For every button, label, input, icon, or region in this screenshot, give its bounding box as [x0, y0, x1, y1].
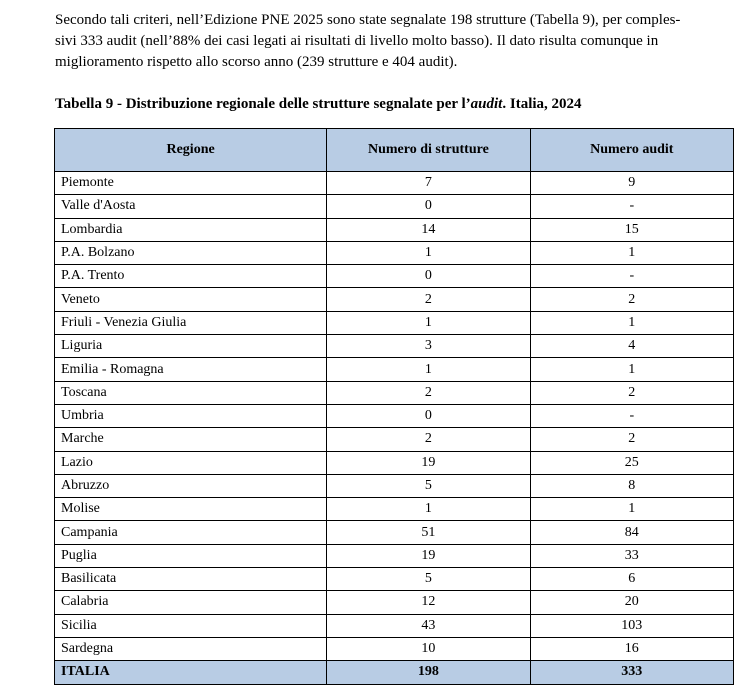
region-cell: P.A. Bolzano [55, 241, 327, 264]
audit-cell: 9 [530, 172, 733, 195]
strutture-cell: 2 [327, 381, 530, 404]
region-cell: Toscana [55, 381, 327, 404]
audit-cell: 25 [530, 451, 733, 474]
region-cell: Valle d'Aosta [55, 195, 327, 218]
caption-italic: audit [470, 96, 503, 112]
table-row [55, 335, 734, 358]
strutture-cell: 2 [327, 288, 530, 311]
audit-cell: 16 [530, 637, 733, 660]
audit-cell: 1 [530, 311, 733, 334]
region-cell: Friuli - Venezia Giulia [55, 311, 327, 334]
region-cell: Campania [55, 521, 327, 544]
total-strutture: 198 [327, 661, 530, 684]
audit-cell: - [530, 265, 733, 288]
audit-cell: 4 [530, 335, 733, 358]
region-cell: Sicilia [55, 614, 327, 637]
table-row [55, 288, 734, 311]
intro-line-2: sivi 333 audit (nell’88% dei casi legati ai risultati di livello molto basso). Il dato risulta comunque in [55, 33, 659, 49]
audit-cell: 1 [530, 358, 733, 381]
strutture-cell: 19 [327, 451, 530, 474]
region-cell: Emilia - Romagna [55, 358, 327, 381]
table-row [55, 521, 734, 544]
strutture-cell: 1 [327, 311, 530, 334]
strutture-cell: 7 [327, 172, 530, 195]
strutture-cell: 1 [327, 241, 530, 264]
caption-prefix: Tabella 9 - Distribuzione regionale delle strutture segnalate per l’ [55, 96, 471, 112]
region-cell: Veneto [55, 288, 327, 311]
region-cell: Basilicata [55, 568, 327, 591]
audit-cell: 1 [530, 241, 733, 264]
strutture-cell: 12 [327, 591, 530, 614]
audit-cell: 1 [530, 498, 733, 521]
table-header-row [55, 129, 734, 172]
table-body [55, 172, 734, 685]
audit-cell: 33 [530, 544, 733, 567]
audit-cell: - [530, 195, 733, 218]
audit-cell: 15 [530, 218, 733, 241]
table-row [55, 358, 734, 381]
table-row [55, 381, 734, 404]
table-row [55, 568, 734, 591]
header-strutture: Numero di strutture [327, 129, 530, 172]
table-row [55, 265, 734, 288]
region-cell: Abruzzo [55, 474, 327, 497]
strutture-cell: 43 [327, 614, 530, 637]
strutture-cell: 3 [327, 335, 530, 358]
strutture-cell: 5 [327, 474, 530, 497]
region-cell: Sardegna [55, 637, 327, 660]
strutture-cell: 51 [327, 521, 530, 544]
strutture-cell: 2 [327, 428, 530, 451]
table-row [55, 195, 734, 218]
table-row [55, 591, 734, 614]
region-cell: P.A. Trento [55, 265, 327, 288]
audit-cell: 103 [530, 614, 733, 637]
strutture-cell: 0 [327, 195, 530, 218]
table-row [55, 544, 734, 567]
region-cell: Lazio [55, 451, 327, 474]
strutture-cell: 1 [327, 358, 530, 381]
table-row [55, 637, 734, 660]
audit-cell: 84 [530, 521, 733, 544]
table-row [55, 428, 734, 451]
strutture-cell: 14 [327, 218, 530, 241]
total-row [55, 661, 734, 684]
header-audit: Numero audit [530, 129, 733, 172]
audit-cell: 2 [530, 381, 733, 404]
table-row [55, 614, 734, 637]
table-row [55, 474, 734, 497]
strutture-cell: 19 [327, 544, 530, 567]
table-row [55, 451, 734, 474]
region-cell: Calabria [55, 591, 327, 614]
table-row [55, 498, 734, 521]
intro-line-3: miglioramento rispetto allo scorso anno (239 strutture e 404 audit). [55, 54, 458, 70]
region-cell: Lombardia [55, 218, 327, 241]
total-audit: 333 [530, 661, 733, 684]
table-row [55, 404, 734, 427]
strutture-cell: 0 [327, 265, 530, 288]
table-row [55, 311, 734, 334]
table-caption [55, 96, 582, 113]
strutture-cell: 1 [327, 498, 530, 521]
audit-cell: 2 [530, 428, 733, 451]
header-regione: Regione [55, 129, 327, 172]
audit-cell: - [530, 404, 733, 427]
audit-cell: 6 [530, 568, 733, 591]
strutture-cell: 10 [327, 637, 530, 660]
region-cell: Liguria [55, 335, 327, 358]
audit-cell: 20 [530, 591, 733, 614]
region-cell: Marche [55, 428, 327, 451]
audit-cell: 8 [530, 474, 733, 497]
table-row [55, 172, 734, 195]
region-cell: Umbria [55, 404, 327, 427]
audit-cell: 2 [530, 288, 733, 311]
table-row [55, 241, 734, 264]
regional-table [54, 128, 734, 685]
strutture-cell: 0 [327, 404, 530, 427]
table-row [55, 218, 734, 241]
intro-paragraph [55, 10, 735, 73]
total-label: ITALIA [55, 661, 327, 684]
intro-line-1: Secondo tali criteri, nell’Edizione PNE 2025 sono state segnalate 198 strutture (Tabella 9), per comples- [55, 12, 681, 28]
region-cell: Piemonte [55, 172, 327, 195]
region-cell: Molise [55, 498, 327, 521]
caption-suffix: . Italia, 2024 [502, 96, 582, 112]
region-cell: Puglia [55, 544, 327, 567]
strutture-cell: 5 [327, 568, 530, 591]
